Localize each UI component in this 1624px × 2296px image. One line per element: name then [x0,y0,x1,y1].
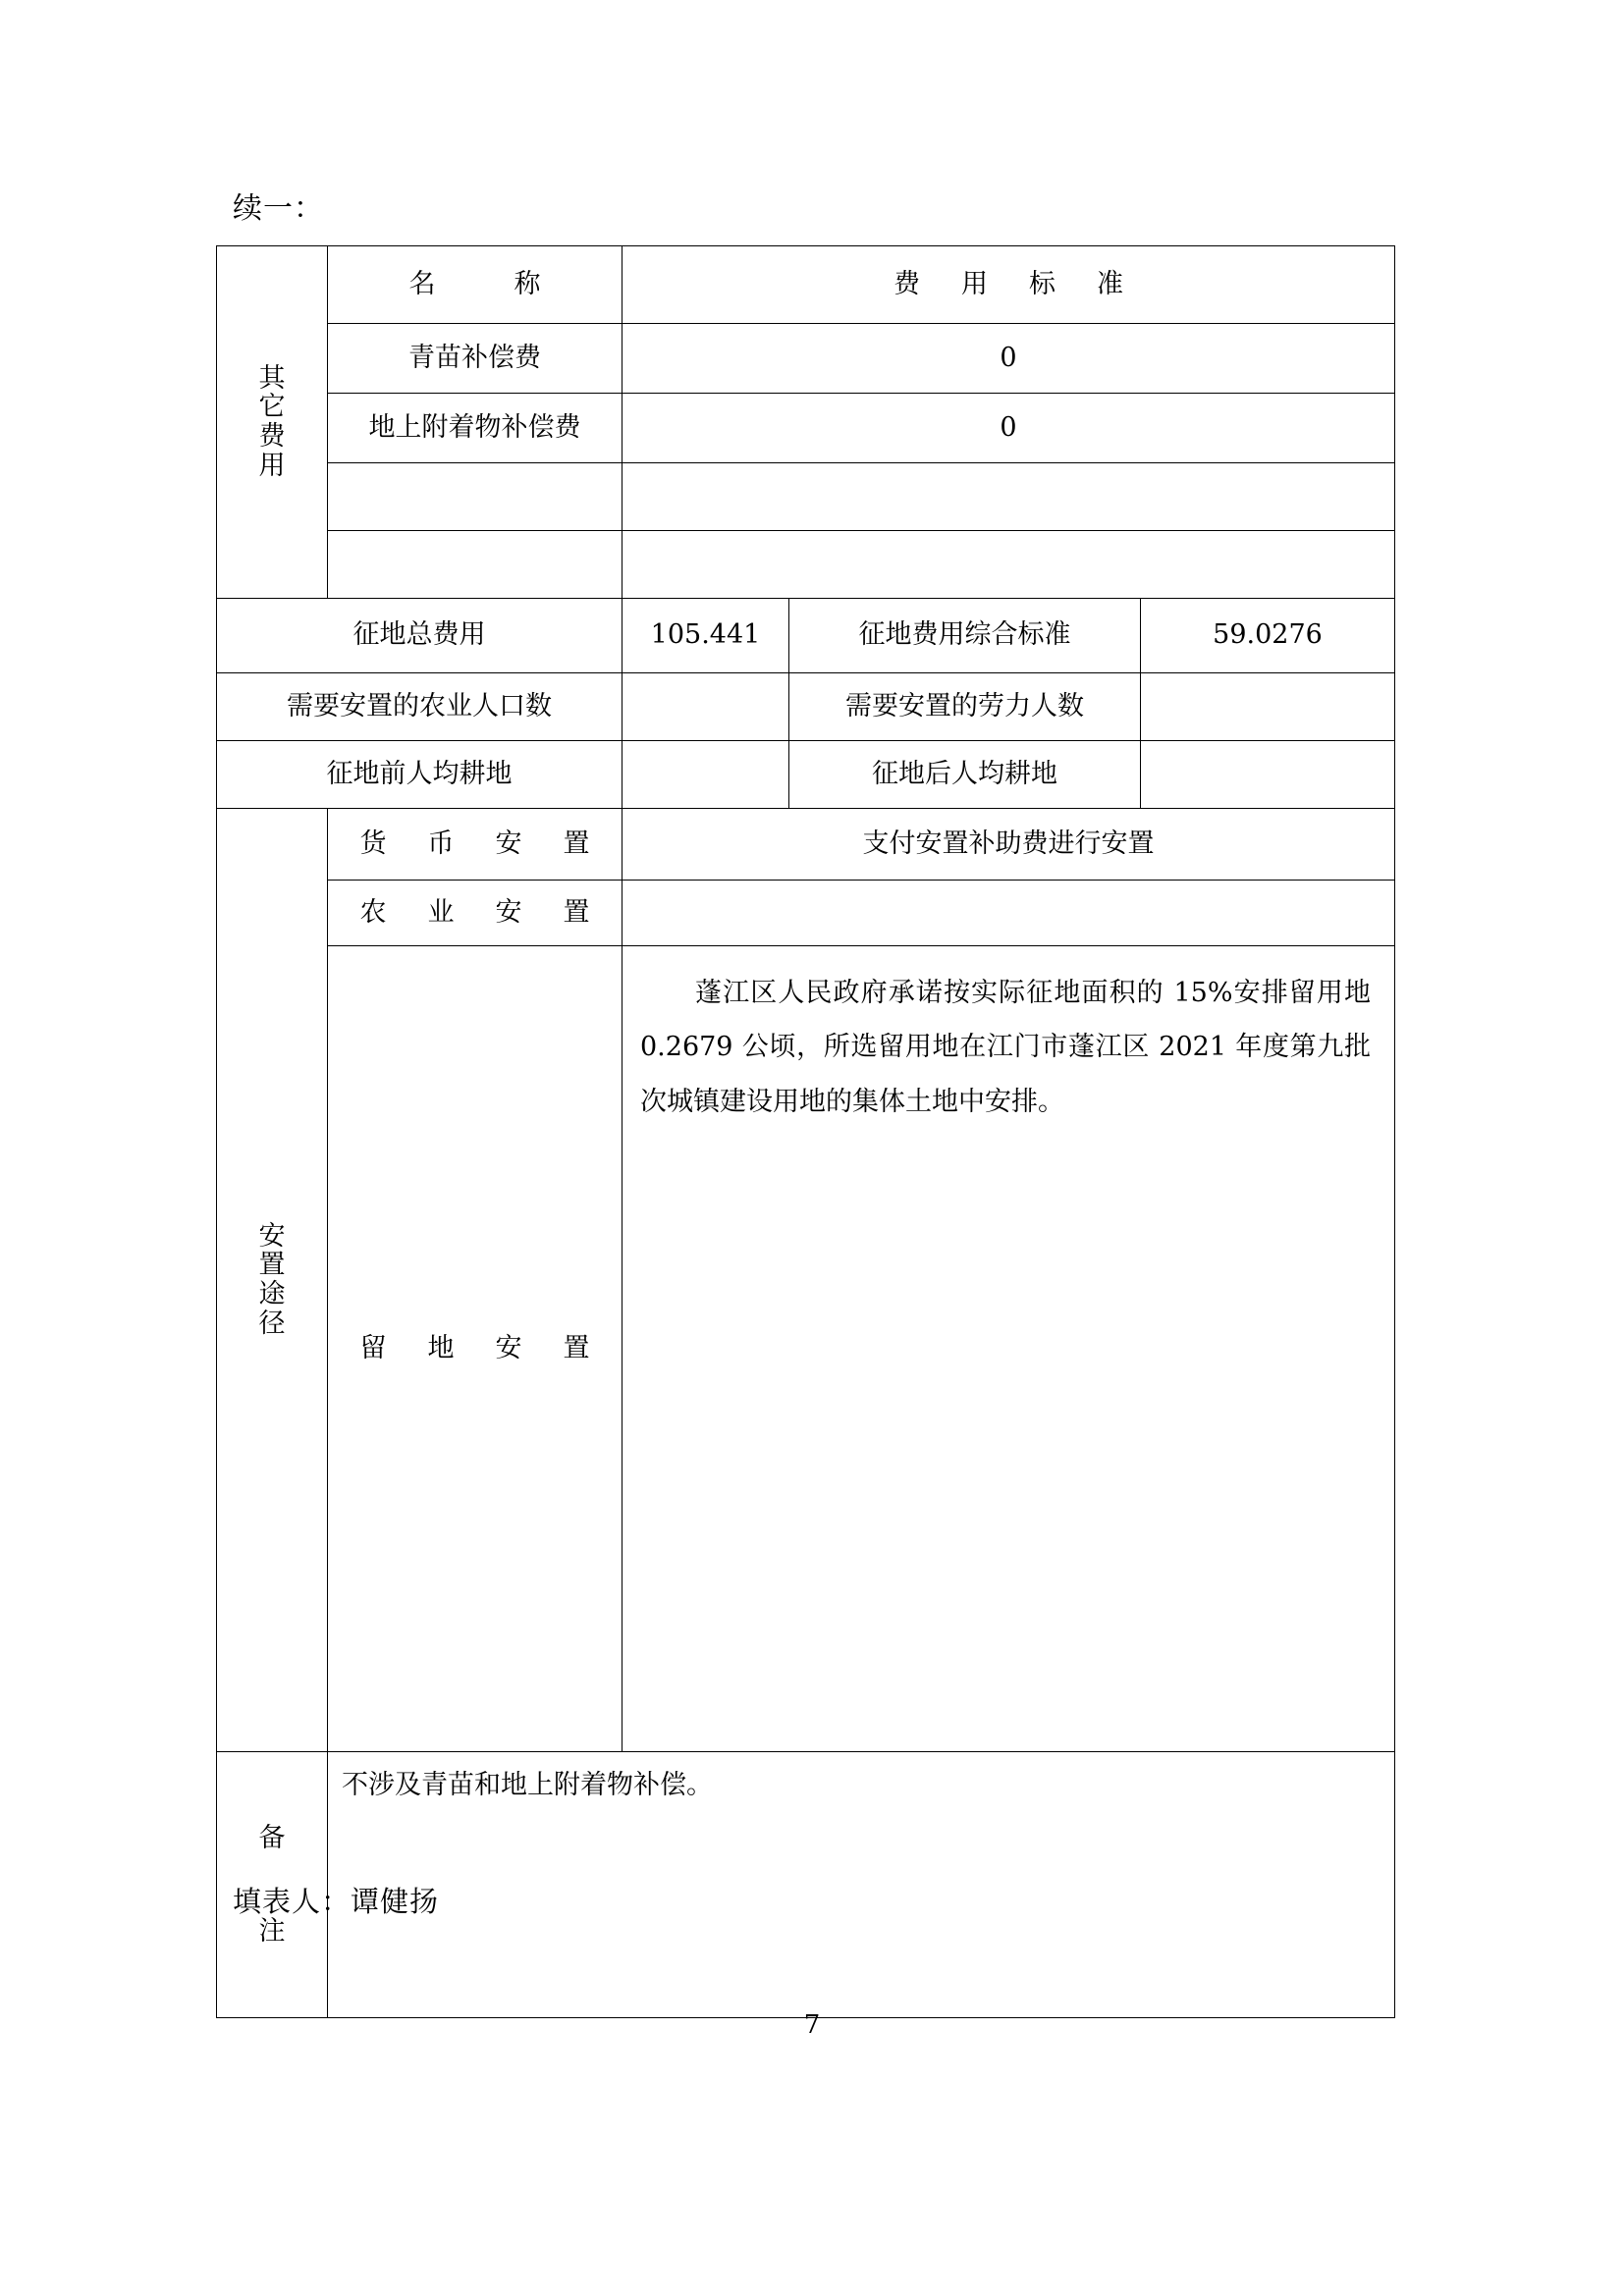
label-monetary-resettlement [328,809,623,881]
reserved-land-char-1: 留 [359,1332,387,1363]
reserved-land-char-3: 安 [495,1332,522,1363]
table-row-seedling-compensation [217,324,1395,394]
standard-header-char-3: 标 [1029,268,1056,299]
remarks-cell [328,1752,1395,2018]
column-header-name [328,246,623,324]
page-number: 7 [803,2010,821,2040]
table-row-other-fee-header [217,246,1395,324]
label-agri-population: 需要安置的农业人口数 [217,673,623,741]
fee-value-attachments: 0 [623,394,1395,463]
value-total-cost: 105.441 [623,599,789,673]
other-fees-char-1: 其 [258,362,286,394]
monetary-char-4: 置 [563,828,590,859]
fee-value-seedling: 0 [623,324,1395,394]
fee-name-empty-2 [328,531,623,599]
label-comprehensive-standard: 征地费用综合标准 [789,599,1141,673]
land-acquisition-form-table [216,245,1395,2018]
reserved-land-char-2: 地 [427,1332,455,1363]
table-row-attachment-compensation [217,394,1395,463]
resettlement-char-3: 途 [258,1279,286,1309]
fee-value-empty-1 [623,463,1395,531]
remarks-text: 不涉及青苗和地上附着物补偿。 [342,1770,713,1800]
other-fees-char-4: 用 [258,450,286,481]
table-row-other-fee-empty-2 [217,531,1395,599]
monetary-char-2: 币 [427,828,455,859]
value-agri-population [623,673,789,741]
agricultural-char-4: 置 [563,896,590,928]
resettlement-char-1: 安 [258,1220,286,1252]
agricultural-char-2: 业 [427,896,455,928]
label-total-cost: 征地总费用 [217,599,623,673]
row-header-other-fees [217,246,328,599]
table-row-other-fee-empty-1 [217,463,1395,531]
table-row-monetary-resettlement [217,809,1395,881]
table-row-agricultural-resettlement [217,881,1395,946]
resettlement-char-4: 径 [258,1308,286,1339]
value-after-land [1141,741,1395,809]
monetary-char-1: 货 [359,828,387,859]
column-header-fee-standard [623,246,1395,324]
label-before-land: 征地前人均耕地 [217,741,623,809]
agricultural-char-3: 安 [495,896,522,928]
remarks-char-2: 注 [258,1915,286,1947]
value-monetary-resettlement: 支付安置补助费进行安置 [623,809,1395,881]
table-row-total-cost [217,599,1395,673]
reserved-land-char-4: 置 [563,1332,590,1363]
value-reserved-land-resettlement-cell [623,946,1395,1752]
name-header-char-1: 名 [408,268,436,299]
label-after-land: 征地后人均耕地 [789,741,1141,809]
form-filler-line: 填表人：谭健扬 [233,1885,440,1918]
reserved-land-paragraph: 蓬江区人民政府承诺按实际征地面积的 15%安排留用地 0.2679 公顷，所选留用地在江门市蓬江区 2021 年度第九批次城镇建设用地的集体土地中安排。 [640,978,1372,1117]
value-agricultural-resettlement [623,881,1395,946]
row-header-resettlement-method [217,809,328,1752]
standard-header-char-2: 用 [961,268,988,299]
agricultural-char-1: 农 [359,896,387,928]
name-header-char-2: 称 [514,268,541,299]
fee-value-empty-2 [623,531,1395,599]
other-fees-char-3: 费 [258,421,286,452]
remarks-char-1: 备 [258,1822,286,1853]
label-agricultural-resettlement [328,881,623,946]
value-labor-population [1141,673,1395,741]
other-fees-char-2: 它 [258,392,286,423]
fee-name-empty-1 [328,463,623,531]
standard-header-char-1: 费 [893,268,920,299]
value-comprehensive-standard: 59.0276 [1141,599,1395,673]
label-labor-population: 需要安置的劳力人数 [789,673,1141,741]
table-row-per-capita-land [217,741,1395,809]
monetary-char-3: 安 [495,828,522,859]
value-before-land [623,741,789,809]
label-reserved-land-resettlement [328,946,623,1752]
fee-name-attachments: 地上附着物补偿费 [328,394,623,463]
fee-name-seedling: 青苗补偿费 [328,324,623,394]
table-row-agri-population [217,673,1395,741]
continued-label: 续一： [233,191,324,226]
standard-header-char-4: 准 [1097,268,1123,299]
resettlement-char-2: 置 [258,1250,286,1281]
table-row-reserved-land-resettlement [217,946,1395,1752]
